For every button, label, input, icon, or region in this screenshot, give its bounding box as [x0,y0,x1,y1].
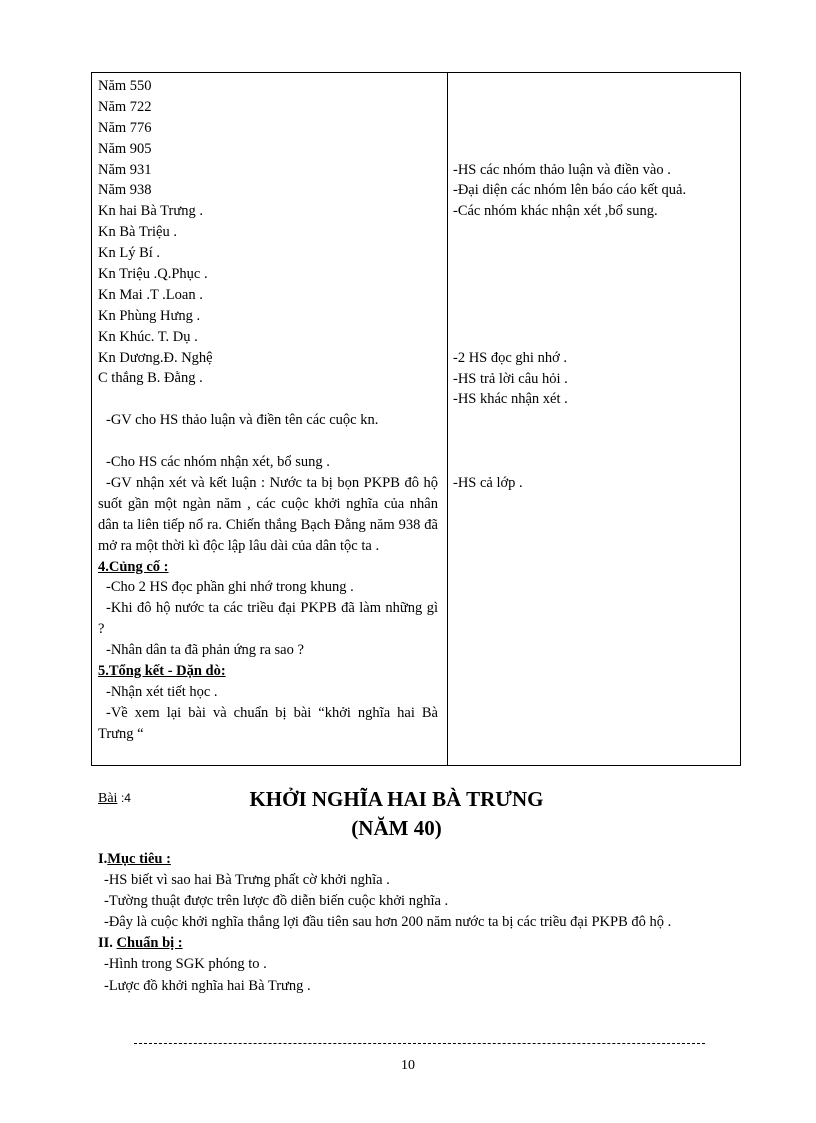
uprising-phung-hung: Kn Phùng Hưng . [98,307,201,324]
lesson-title: KHỞI NGHĨA HAI BÀ TRƯNG [249,787,544,811]
year-931: Năm 931 [98,161,152,178]
consolidation-item-2: -Khi đô hộ nước ta các triều đại PKPB đã làm những gì ? [98,600,438,638]
student-activity-comment: -Các nhóm khác nhận xét ,bổ sung. [453,203,658,220]
teacher-activities-column [98,76,438,745]
student-activities-column [453,76,735,494]
student-activity-read: -2 HS đọc ghi nhớ . [453,349,567,366]
lesson-subtitle: (NĂM 40) [351,816,442,840]
year-905: Năm 905 [98,140,152,157]
objectives-heading: I.Mục tiêu : [98,851,171,867]
student-activity-report: -Đại diện các nhóm lên báo cáo kết quả. [453,182,687,199]
lesson-table [91,72,741,766]
uprising-hai-ba-trung: Kn hai Bà Trưng . [98,203,203,220]
year-776: Năm 776 [98,119,152,136]
objective-item: -Tường thuật được trên lược đồ diễn biến cuộc khởi nghĩa . [104,893,449,910]
student-activity-others-comment: -HS khác nhận xét . [453,391,568,408]
student-activity-discuss: -HS các nhóm thảo luận và điền vào . [453,161,671,178]
uprising-ba-trieu: Kn Bà Triệu . [98,224,177,241]
uprising-trieu-quang-phuc: Kn Triệu .Q.Phục . [98,266,208,283]
student-activity-answer: -HS trả lời câu hỏi . [453,370,568,387]
lesson-body [98,849,728,997]
preparation-heading: II. Chuẩn bị : [98,935,183,952]
student-activity-whole-class: -HS cả lớp . [453,475,523,492]
summary-heading: 5.Tổng kết - Dặn dò: [98,663,226,680]
teacher-instruction-review: -Cho HS các nhóm nhận xét, bổ sung . [106,454,330,471]
uprising-ly-bi: Kn Lý Bí . [98,245,161,262]
consolidation-item-3: -Nhân dân ta đã phản ứng ra sao ? [106,642,304,659]
teacher-instruction-discuss: -GV cho HS thảo luận và điền tên các cuộc kn. [106,412,379,429]
column-divider [447,73,448,765]
preparation-item: -Hình trong SGK phóng to . [104,956,267,973]
uprising-khuc-thua-du: Kn Khúc. T. Dụ . [98,328,198,345]
year-938: Năm 938 [98,182,152,199]
page-number: 10 [401,1058,415,1073]
objective-item: -Đây là cuộc khởi nghĩa thắng lợi đầu tiên sau hơn 200 năm nước ta bị các triều đại PKPB đô hộ . [104,914,672,931]
consolidation-heading: 4.Củng cố : [98,558,169,575]
year-722: Năm 722 [98,98,152,115]
teacher-conclusion: -GV nhận xét và kết luận : Nước ta bị bọn PKPB đô hộ suốt gần một ngàn năm , các cuộc khởi nghĩa của nhân dân ta liên tiếp nổ ra. Chiến thắng Bạch Đằng năm 938 đã mở ra một thời kì độc lập lâu dài của dân tộc ta . [98,474,438,554]
footer-divider [134,1043,705,1044]
summary-item-1: -Nhận xét tiết học . [106,683,218,700]
objective-item: -HS biết vì sao hai Bà Trưng phất cờ khởi nghĩa . [104,872,390,889]
victory-bach-dang: C thắng B. Đằng . [98,370,203,387]
preparation-item: -Lược đồ khởi nghĩa hai Bà Trưng . [104,977,311,994]
uprising-duong-dinh-nghe: Kn Dương.Đ. Nghệ [98,349,213,366]
year-550: Năm 550 [98,78,152,94]
summary-item-2: -Về xem lại bài và chuẩn bị bài “khởi nghĩa hai Bà Trưng “ [98,704,438,742]
consolidation-item-1: -Cho 2 HS đọc phần ghi nhớ trong khung . [106,579,354,596]
uprising-mai-thuc-loan: Kn Mai .T .Loan . [98,286,203,303]
lesson-number: Bài :4 [98,791,131,806]
